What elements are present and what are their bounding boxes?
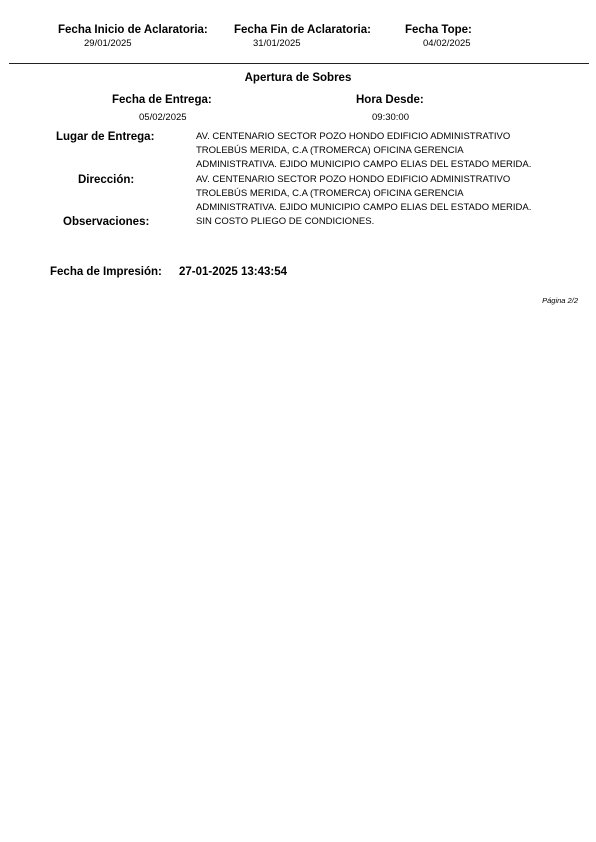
page-number: Página 2/2 [542,296,578,305]
hora-desde-label: Hora Desde: [356,94,424,106]
apertura-title: Apertura de Sobres [244,72,352,84]
fecha-inicio-value: 29/01/2025 [84,38,132,49]
fecha-tope-label: Fecha Tope: [405,24,472,36]
lugar-entrega-value [196,130,566,172]
hora-desde-value: 09:30:00 [372,112,409,123]
lugar-line: ADMINISTRATIVA. EJIDO MUNICIPIO CAMPO ELIAS DEL ESTADO MERIDA. [196,159,532,170]
fecha-fin-label: Fecha Fin de Aclaratoria: [234,24,371,36]
direccion-label: Dirección: [78,174,135,186]
header-divider [9,63,589,64]
fecha-tope-value: 04/02/2025 [423,38,471,49]
fecha-impresion-label: Fecha de Impresión: [50,266,162,278]
observaciones-value: SIN COSTO PLIEGO DE CONDICIONES. [196,216,375,227]
direccion-line: TROLEBÚS MERIDA, C.A (TROMERCA) OFICINA GERENCIA [196,188,464,199]
direccion-line: AV. CENTENARIO SECTOR POZO HONDO EDIFICIO ADMINISTRATIVO [196,174,511,185]
fecha-entrega-label: Fecha de Entrega: [112,94,212,106]
direccion-value [196,173,566,215]
direccion-line: ADMINISTRATIVA. EJIDO MUNICIPIO CAMPO ELIAS DEL ESTADO MERIDA. [196,202,532,213]
fecha-inicio-label: Fecha Inicio de Aclaratoria: [58,24,208,36]
fecha-fin-value: 31/01/2025 [253,38,301,49]
fecha-impresion-value: 27-01-2025 13:43:54 [179,266,288,278]
fecha-entrega-value: 05/02/2025 [139,112,187,123]
lugar-entrega-label: Lugar de Entrega: [56,131,155,143]
lugar-line: AV. CENTENARIO SECTOR POZO HONDO EDIFICIO ADMINISTRATIVO [196,131,511,142]
lugar-line: TROLEBÚS MERIDA, C.A (TROMERCA) OFICINA GERENCIA [196,145,464,156]
observaciones-label: Observaciones: [63,216,150,228]
